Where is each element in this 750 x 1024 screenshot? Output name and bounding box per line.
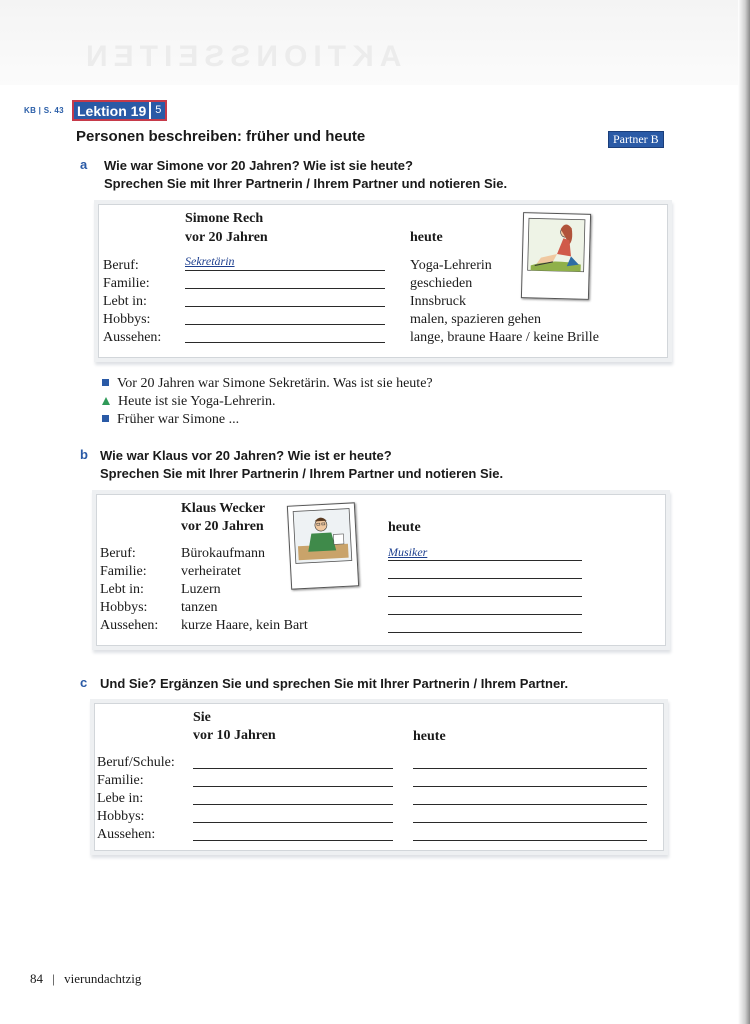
section-c-label-familie: Familie: — [97, 773, 144, 788]
section-a-person-name: Simone Rech — [185, 211, 264, 226]
section-a-now-hobbys: malen, spazieren gehen — [410, 312, 541, 327]
page-title: Personen beschreiben: früher und heute — [76, 128, 366, 145]
page-number: 84 — [30, 971, 43, 986]
page-word: vierundachtzig — [64, 971, 142, 986]
section-a-marker: a — [80, 157, 88, 172]
dialog-line-1 — [102, 375, 433, 393]
section-a-now-beruf: Yoga-Lehrerin — [410, 258, 492, 273]
klaus-photo — [287, 502, 359, 589]
section-a-past-line-beruf[interactable] — [185, 270, 385, 271]
section-c-col-past: vor 10 Jahren — [193, 728, 276, 743]
section-a-instruction-1: Wie war Simone vor 20 Jahren? Wie ist sie heute? — [104, 158, 413, 173]
section-b-now-line-hobbys[interactable] — [388, 614, 582, 615]
section-a-label-hobbys: Hobbys: — [103, 312, 151, 327]
section-c-table — [94, 703, 664, 851]
simone-photo — [521, 212, 591, 300]
lesson-tag — [72, 100, 167, 121]
section-c-label-lebe-in: Lebe in: — [97, 791, 144, 806]
section-b-instruction-1: Wie war Klaus vor 20 Jahren? Wie ist er heute? — [100, 448, 392, 463]
dialog-line-1-text: Vor 20 Jahren war Simone Sekretärin. Was ist sie heute? — [117, 376, 433, 391]
section-c-person-name: Sie — [193, 710, 211, 725]
speaker-a-square-icon — [102, 415, 109, 422]
section-c-past-line-hobbys[interactable] — [193, 822, 393, 823]
section-a-now-aussehen: lange, braune Haare / keine Brille — [410, 330, 599, 345]
section-b-past-lebt-in: Luzern — [181, 582, 221, 597]
dialog-line-2-text: Heute ist sie Yoga-Lehrerin. — [118, 394, 276, 409]
section-c-now-line-hobbys[interactable] — [413, 822, 647, 823]
speaker-a-square-icon — [102, 379, 109, 386]
section-c-col-now: heute — [413, 729, 446, 744]
section-a-col-past: vor 20 Jahren — [185, 230, 268, 245]
section-b-past-familie: verheiratet — [181, 564, 241, 579]
dialog-line-2 — [102, 393, 275, 411]
section-b-person-name: Klaus Wecker — [181, 501, 266, 516]
section-b-label-lebt-in: Lebt in: — [100, 582, 144, 597]
section-b-col-now: heute — [388, 520, 421, 535]
section-a-label-familie: Familie: — [103, 276, 150, 291]
simone-yoga-illustration-icon — [522, 213, 590, 299]
section-c-label-beruf-schule: Beruf/Schule: — [97, 755, 175, 770]
section-c-now-line-beruf-schule[interactable] — [413, 768, 647, 769]
section-b-label-beruf: Beruf: — [100, 546, 136, 561]
section-a-now-familie: geschieden — [410, 276, 473, 291]
section-c-label-aussehen: Aussehen: — [97, 827, 156, 842]
section-a-past-beruf-handwritten: Sekretärin — [185, 254, 235, 268]
section-c-marker: c — [80, 675, 88, 690]
section-b-instruction-2: Sprechen Sie mit Ihrer Partnerin / Ihrem Partner und notieren Sie. — [100, 466, 504, 481]
section-b-now-beruf-handwritten: Musiker — [388, 545, 428, 559]
section-a-label-aussehen: Aussehen: — [103, 330, 162, 345]
section-b-label-familie: Familie: — [100, 564, 147, 579]
section-b-past-beruf: Bürokaufmann — [181, 546, 265, 561]
dialog-line-3 — [102, 411, 239, 429]
section-b-now-line-lebt-in[interactable] — [388, 596, 582, 597]
section-a-col-now: heute — [410, 230, 443, 245]
section-c-past-line-familie[interactable] — [193, 786, 393, 787]
section-c-past-line-aussehen[interactable] — [193, 840, 393, 841]
partner-badge: Partner B — [608, 131, 664, 148]
page-edge-shadow — [738, 0, 750, 1024]
klaus-office-illustration-icon — [288, 503, 358, 588]
kb-reference: KB | S. 43 — [24, 106, 64, 115]
section-b-label-hobbys: Hobbys: — [100, 600, 148, 615]
section-c-now-line-aussehen[interactable] — [413, 840, 647, 841]
footer-separator: | — [52, 971, 55, 986]
dialog-line-3-text: Früher war Simone ... — [117, 412, 240, 427]
section-a-instruction-2: Sprechen Sie mit Ihrer Partnerin / Ihrem Partner und notieren Sie. — [104, 176, 508, 191]
section-a-past-line-hobbys[interactable] — [185, 324, 385, 325]
section-b-now-line-aussehen[interactable] — [388, 632, 582, 633]
section-b-marker: b — [80, 447, 88, 462]
section-c-past-line-lebe-in[interactable] — [193, 804, 393, 805]
section-b-now-line-familie[interactable] — [388, 578, 582, 579]
section-a-past-line-aussehen[interactable] — [185, 342, 385, 343]
ghost-header-bleed: AKTIONSSEITEN — [80, 40, 402, 73]
section-c-now-line-lebe-in[interactable] — [413, 804, 647, 805]
section-a-past-line-familie[interactable] — [185, 288, 385, 289]
section-c-now-line-familie[interactable] — [413, 786, 647, 787]
section-b-past-hobbys: tanzen — [181, 600, 218, 615]
section-c-past-line-beruf-schule[interactable] — [193, 768, 393, 769]
section-a-label-lebt-in: Lebt in: — [103, 294, 147, 309]
section-b-label-aussehen: Aussehen: — [100, 618, 159, 633]
section-a-now-lebt-in: Innsbruck — [410, 294, 466, 309]
lesson-label: Lektion 19 — [77, 102, 147, 119]
section-c-instruction: Und Sie? Ergänzen Sie und sprechen Sie mit Ihrer Partnerin / Ihrem Partner. — [100, 676, 569, 691]
section-b-past-aussehen: kurze Haare, kein Bart — [181, 618, 308, 633]
section-a-label-beruf: Beruf: — [103, 258, 139, 273]
page-footer — [30, 971, 141, 987]
lesson-step: 5 — [149, 102, 165, 119]
section-b-col-past: vor 20 Jahren — [181, 519, 264, 534]
section-c-label-hobbys: Hobbys: — [97, 809, 145, 824]
section-a-past-line-lebt-in[interactable] — [185, 306, 385, 307]
speaker-b-triangle-icon — [102, 397, 110, 405]
section-b-now-line-beruf[interactable] — [388, 560, 582, 561]
